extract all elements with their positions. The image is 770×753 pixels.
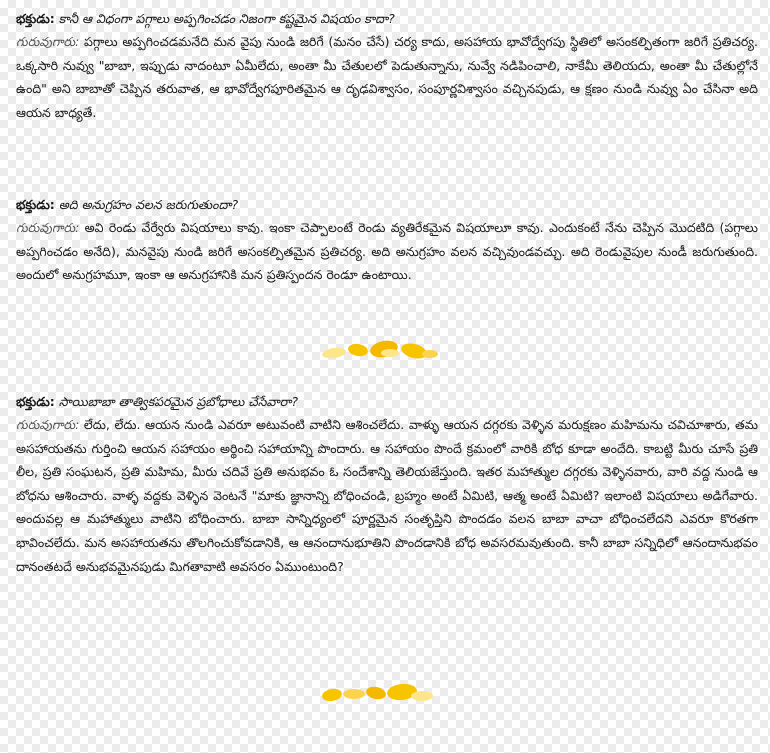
qa-section-3	[16, 391, 758, 578]
yellow-petals-ornament-icon	[318, 678, 442, 708]
qa-section-1	[16, 8, 758, 178]
question-3	[16, 391, 758, 413]
question-text: కానీ ఆ విధంగా పగ్గాలు అప్పగించడం నిజంగా కష్టమైన విషయం కాదా?	[58, 11, 395, 26]
question-text: సాయిబాబా తాత్వికపరమైన ప్రబోధాలు చేసేవారా?	[58, 394, 298, 409]
answer-1	[16, 30, 758, 124]
question-2	[16, 194, 758, 216]
question-role: భక్తుడు:	[16, 197, 55, 212]
answer-2	[16, 216, 758, 287]
answer-role: గురువుగారు:	[16, 417, 80, 432]
question-1	[16, 8, 758, 30]
answer-text: లేదు, లేదు. ఆయన నుండి ఎవరూ అటువంటి వాటిని ఆశించలేదు. వాళ్ళు ఆయన దగ్గరకు వెళ్ళిన మరుక్షణం మహిమను చవిచూశారు, తమ అసహాయతను గుర్తించి ఆయన సహాయం అర్థించి సహాయాన్ని పొందారు. ఆ సహాయం పొందే క్రమంలో వారికి బోధ కూడా అందేది. కాబట్టి మీరు చూసే ప్రతి లీల, ప్రతి సంఘటన, ప్రతి మహిమ, మీరు చదివే ప్రతి అనుభవం ఓ సందేశాన్ని తెలియజేస్తుంది. ఇతర మహాత్ముల దగ్గరకు వెళ్ళినవారు, వారి వద్ద నుండి ఆ బోధను ఆశించారు. వాళ్ళ వద్దకు వెళ్ళిన వెంటనే "మాకు జ్ఞానాన్ని బోధించండి, బ్రహ్మం అంటే ఏమిటి, ఆత్మ అంటే ఏమిటి? ఇలాంటి విషయాలు అడిగేవారు. అందువల్ల ఆ మహాత్ములు వాటిని బోధించారు. బాబా సాన్నిధ్యంలో పూర్ణమైన సంతృప్తిని పొందడం వలన బాబా వాచా బోధించలేదని ఎవరూ కొరతగా భావించలేదు. మన అసహాయతను తొలగించుకోవడానికి, ఆ ఆనందానుభూతిని పొందడానికి బోధ అవసరమవుతుంది. కానీ బాబా సన్నిధిలో ఆనందానుభవం దానంతటదే అనుభవమైనపుడు మిగతావాటి అవసరం ఏముంటుంది?	[16, 417, 758, 574]
question-text: అది అనుగ్రహం వలన జరుగుతుందా?	[58, 197, 239, 212]
yellow-petals-ornament-icon	[318, 335, 442, 365]
answer-role: గురువుగారు:	[16, 34, 80, 49]
qa-section-2	[16, 194, 758, 331]
answer-3	[16, 413, 758, 578]
answer-role: గురువుగారు:	[16, 220, 80, 235]
answer-text: అవి రెండు వేర్వేరు విషయాలు కావు. ఇంకా చెప్పాలంటే రెండు వ్యతిరేకమైన విషయాలూ కావు. ఎందుకంటే నేను చెప్పిన మొదటిది (పగ్గాలు అప్పగించడం అనేది), మనవైపు నుండి జరిగే అసంకల్పితమైన ప్రతిచర్య. అది అనుగ్రహం వలన వచ్చివుండవచ్చు. అది రెండువైపుల నుండీ జరుగుతుంది. అందులో అనుగ్రహమూ, ఇంకా ఆ అనుగ్రహానికి మన ప్రతిస్పందన రెండూ ఉంటాయి.	[16, 220, 758, 283]
answer-text: పగ్గాలు అప్పగించడమనేది మన వైపు నుండి జరిగే (మనం చేసే) చర్య కాదు, అసహాయ భావోద్వేగపు స్థితిలో అసంకల్పితంగా జరిగే ప్రతిచర్య. ఒక్కసారి నువ్వు "బాబా, ఇప్పుడు నాదంటూ ఏమీలేదు, అంతా మీ చేతులలో పెడుతున్నాను, నువ్వే నడిపించాలి, నాకేమీ తెలియదు, అంతా మీ చేతుల్లోనే ఉంది" అని బాబాతో చెప్పిన తరువాత, ఆ భావోద్వేగపూరితమైన ఆ దృఢవిశ్వాసం, సంపూర్ణవిశ్వాసం వచ్చినపుడు, ఆ క్షణం నుండి నువ్వు ఏం చేసినా అది ఆయన బాధ్యతే.	[16, 34, 758, 120]
question-role: భక్తుడు:	[16, 11, 55, 26]
question-role: భక్తుడు:	[16, 394, 55, 409]
